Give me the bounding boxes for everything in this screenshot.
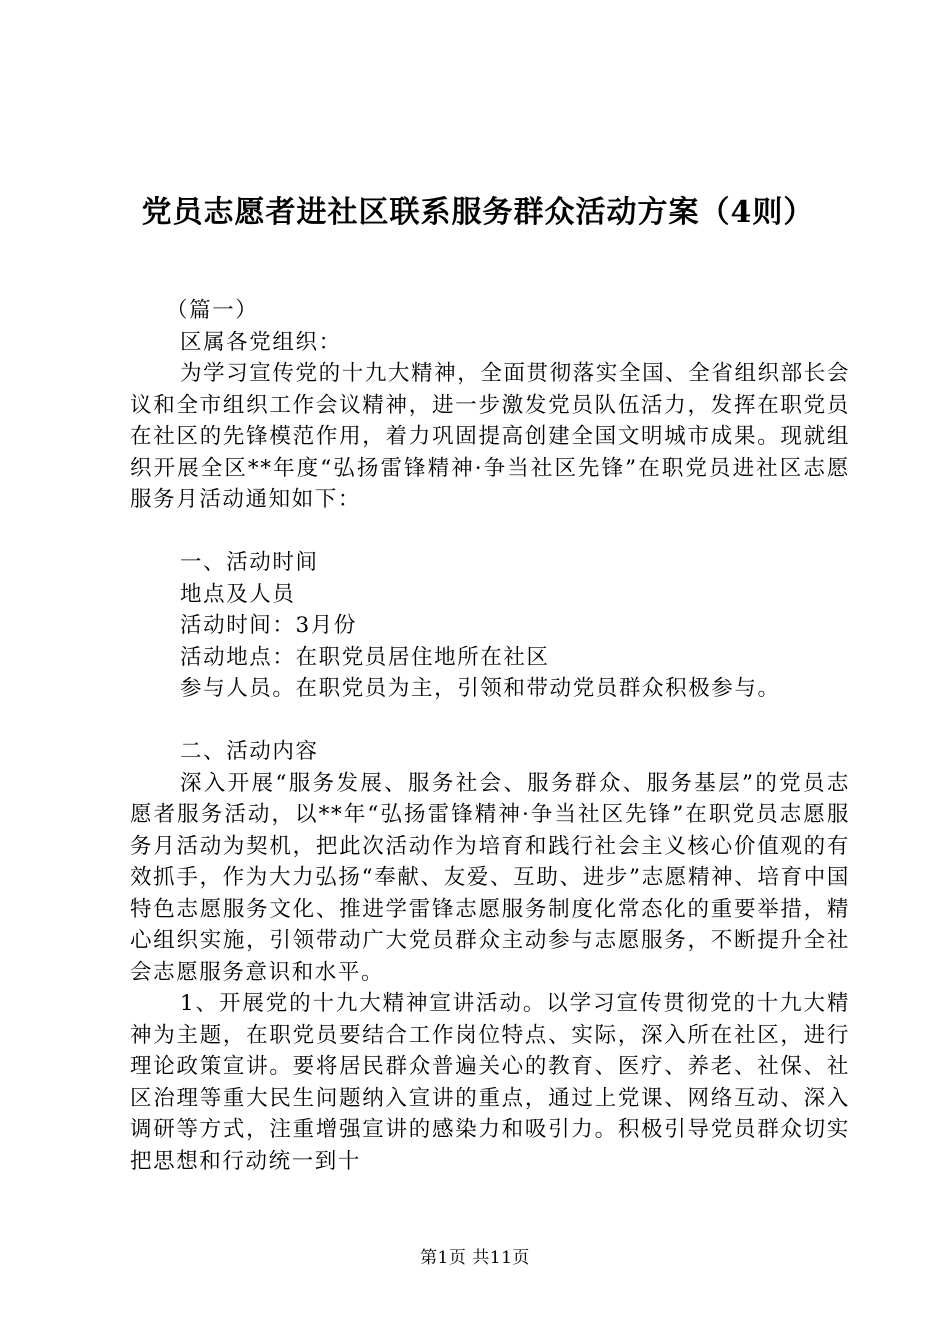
heading-activity-time: 一、活动时间 [180,550,319,575]
heading-activity-content: 二、活动内容 [180,739,319,764]
salutation: 区属各党组织： [180,329,342,355]
item-1-paragraph: 1、开展党的十九大精神宣讲活动。以学习宣传贯彻党的十九大精神为主题，在职党员要结合工作岗位特点、实际，深入所在社区，进行理论政策宣讲。要将居民群众普遍关心的教育、医疗、养老、社保、社区治理等重大民生问题纳入宣讲的重点，通过上党课、网络互动、深入调研等方式，注重增强宣讲的感染力和吸引力。积极引导党员群众切实把思想和行动统一到十 [130,991,850,1174]
activity-place-line: 活动地点：在职党员居住地所在社区 [180,644,550,670]
heading-activity-time-cont: 地点及人员 [180,581,296,607]
content-paragraph: 深入开展“服务发展、服务社会、服务群众、服务基层”的党员志愿者服务活动，以**年“弘扬雷锋精神·争当社区先锋”在职党员志愿服务月活动为契机，把此次活动作为培育和践行社会主义核心价值观的有效抓手，作为大力弘扬“奉献、友爱、互助、进步”志愿精神、培育中国特色志愿服务文化、推进学雷锋志愿服务制度化常态化的重要举措，精心组织实施，引领带动广大党员群众主动参与志愿服务，不断提升全社会志愿服务意识和水平。 [130,770,850,985]
intro-paragraph: 为学习宣传党的十九大精神，全面贯彻落实全国、全省组织部长会议和全市组织工作会议精神，进一步激发党员队伍活力，发挥在职党员在社区的先锋模范作用，着力巩固提高创建全国文明城市成果。现就组织开展全区**年度“弘扬雷锋精神·争当社区先锋”在职党员进社区志愿服务月活动通知如下： [130,361,850,512]
participants-line: 参与人员。在职党员为主，引领和带动党员群众积极参与。 [180,676,781,701]
document-title: 党员志愿者进社区联系服务群众活动方案（4则） [141,195,815,230]
document-body [130,295,850,1177]
activity-time-line: 活动时间：3月份 [180,613,357,638]
paragraph-gap [130,516,850,548]
paragraph-gap [130,705,850,737]
page-footer: 第1页 共11页 [420,1248,530,1268]
section-label: （篇一） [166,298,259,323]
